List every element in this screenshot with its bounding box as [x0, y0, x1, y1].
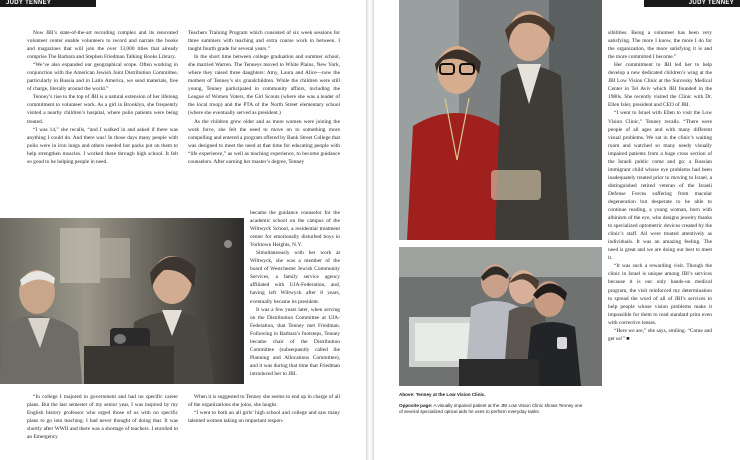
photo-illustration: [399, 0, 602, 240]
left-column-bottom: [27, 393, 178, 455]
paragraph: “It was such a rewarding visit. Though the clinic in Israel is unique among JBI’s services because it is our only hands-on medical program, the visit reinforced my determination to spread the word of all of JBI’s services to help people whose vision problems make it impossible for them to read standard print even with corrective lenses.: [608, 263, 712, 326]
middle-column-top: [188, 29, 340, 209]
header-tab-right: JUDY TENNEY: [644, 0, 740, 7]
paragraph: “I went to both an all girls’ high school and college and saw many talented women taking on important respon-: [188, 410, 340, 425]
caption-opposite-lead: Opposite page:: [399, 403, 433, 408]
caption-above-text: Above: Tenney at the Low Vision Clinic.: [399, 392, 486, 397]
paragraph: “We’ve also expanded our geographical scope. Often working in conjunction with the American Jewish Joint Distribution Committee, particularly in Russia and in Latin America, we send materials, free of charge, literally around the world.”: [27, 62, 178, 93]
paragraph: Now JBI’s state-of-the-art recording complex and its renovated volunteer center enable volunteers to record and narrate the books and magazines that will join the over 13,000 titles that already comprise The Barbara and Stephen Friedman Talking Books Library.: [27, 30, 178, 61]
paragraph: Tenney’s rise to the top of JBI is a natural extension of her lifelong commitment to volunteer work. As a girl in Brooklyn, she frequently visited a nearby children’s hospital, where polio patients were being treated.: [27, 94, 178, 125]
paragraph: In the short time between college graduation and summer school, she married Warren. The Tenneys moved to White Plains, New York, where they raised three daughters: Amy, Laura and Alice—now the mothers of Tenney’s six grandchildren. While the children were still young, Tenney participated in community affairs, including the League of Women Voters, the Girl Scouts (where she was a leader of the local troop) and the PTA of the North Street elementary school (where she eventually served as president.): [188, 54, 340, 117]
page-gutter: [366, 0, 374, 460]
paragraph: As the children grew older and as more women were joining the work force, she felt the need to move on to something more compelling and entered a program offered by Bank Street College that was designed to meet the need at that time for educating people with “life experience,” as well as teaching experience, to become guidance counselors. After earning her master’s degree, Tenney: [188, 118, 340, 165]
caption-opposite: [399, 403, 584, 415]
paragraph: “I was 14,” she recalls, “and I walked in and asked if there was anything I could do. And there was! In those days many people with polio were in iron lungs and others needed hot packs put on them to help strengthen muscles. I worked there through high school. It felt so good to be helping people in need.: [27, 126, 178, 165]
photo-illustration: [399, 247, 602, 386]
left-page: [0, 0, 366, 460]
left-column-top: [27, 29, 178, 212]
paragraph: “I went to Israel with Ellen to visit the Low Vision Clinic,” Tenney recalls. “There were people of all ages and with many different visual problems. We sat in the clinic’s waiting room and watched so many needy visually impaired patients from a huge cross section of the Israeli public come and go: a Russian immigrant child whose eye problems had been inadequately treated prior to moving to Israel, a distinguished retired veteran of the Israeli Defense Forces suffering from macular degeneration but desperate to be able to continue reading, a young woman, born with albinism of the eye, who designs jewelry thanks to specialized optometric devices created by the clinic’s staff. All were treated attentively as individuals. It was an amazing feeling. The need is great and we are doing our best to meet it.: [608, 110, 712, 262]
caption-opposite-body: A visually impaired patient at the JBI Low Vision Clinic shows Tenney one of several specialized optical aids he uses to perform everyday tasks.: [399, 403, 583, 414]
paragraph: Simultaneously with her work at Wiltwyck, she was a member of the board of Westchester Jewish Community Services, a family service agency affiliated with UJA-Federation, and, having left Wiltwyck after 8 years, eventually became its president.: [250, 250, 340, 305]
paragraph: Her commitment to JBI led her to help develop a new dedicated children’s wing at the JBI Low Vision Clinic at the Surovsky Medical Center in Tel Aviv which JBI founded in the 1980s. She recently visited the Clinic with Dr. Ellen Isler, president and CEO of JBI.: [608, 62, 712, 109]
paragraph: sibilities. Being a volunteer has been very satisfying. The more I know, the more I do for the organization, the more satisfying it is and the more committed I become.”: [608, 30, 712, 61]
paragraph: When it is suggested to Tenney she seems to end up in charge of all of the organizations she joins, she laughs.: [188, 394, 340, 409]
paragraph: became the guidance counselor for the academic school on the campus of the Wiltwyck School, a residential treatment center for emotionally disturbed boys in Yorktown Heights, N.Y.: [250, 210, 340, 249]
right-page: [374, 0, 740, 460]
photo-tenney-at-clinic: [399, 0, 602, 240]
middle-column-wrap: [250, 209, 340, 393]
paragraph: “In college I majored in government and had no specific career plans. But the last semester of my senior year, I was inspired by my English history professor who urged those of us with no specific plans to go into teaching. I had never thought of doing that. It was shortly after WWII and there was a shortage of teachers. I enrolled in an Emergency: [27, 394, 178, 441]
right-column: [608, 29, 712, 455]
photo-tenney-with-patient: [0, 218, 244, 384]
paragraph: “Here we are,” she says, smiling. “Come and get us!” ■: [608, 327, 712, 342]
paragraph: Teachers Training Program which consisted of six week sessions for three summers with teaching and extra course work in between. I taught fourth grade for several years.”: [188, 30, 340, 53]
photo-patient-with-optical-aid: [399, 247, 602, 386]
middle-column-bottom: [188, 393, 340, 455]
photo-illustration: [0, 218, 244, 384]
paragraph: It was a few years later, when serving on the Distribution Committee at UJA-Federation, that Tenney met Friedman. Following in Barbara’s footsteps, Tenney became chair of the Distribution Committee (subsequently called the Planning and Allocations Committee), and it was during that time that Friedman introduced her to JBI.: [250, 306, 340, 377]
header-tab-left: JUDY TENNEY: [0, 0, 96, 7]
caption-above: [399, 392, 602, 398]
